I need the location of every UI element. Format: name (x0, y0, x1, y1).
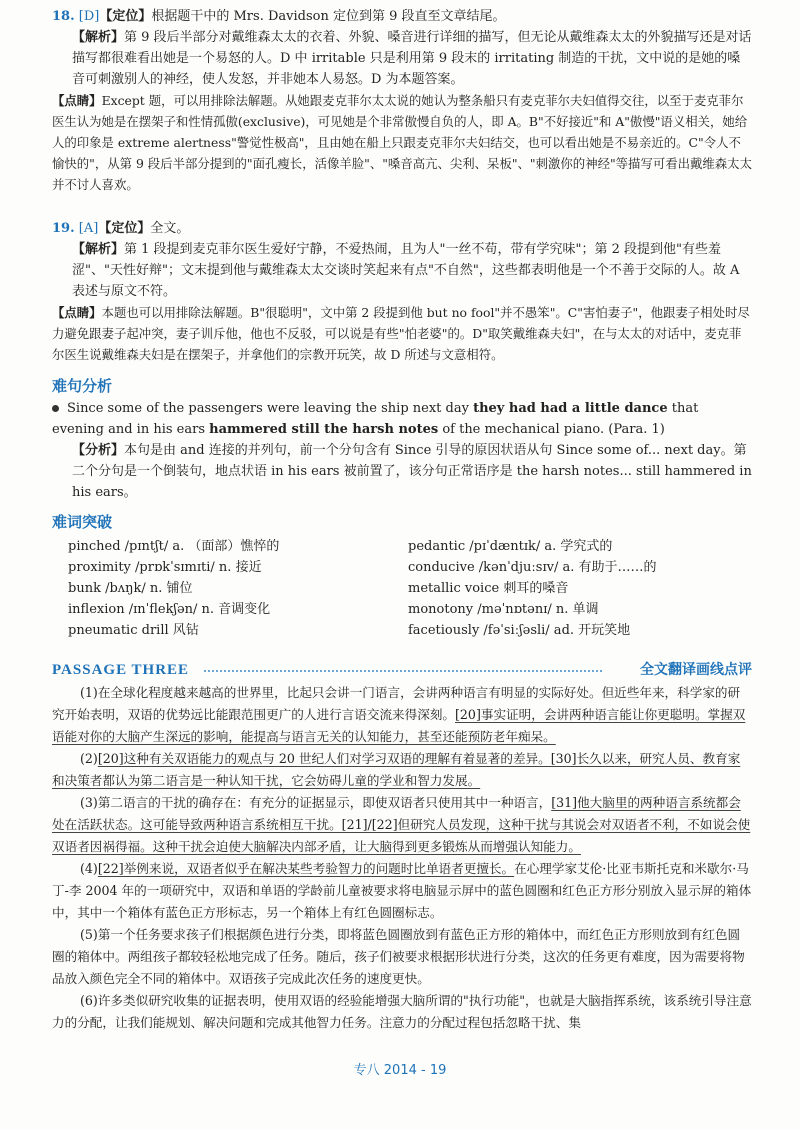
tag-analysis: 【解析】 (72, 242, 125, 257)
paragraph-4 (52, 858, 752, 924)
question-18 (52, 6, 752, 195)
vocab-item: facetiously /fəˈsiːʃəsli/ ad. 开玩笑地 (408, 623, 631, 638)
tag-locate: 【定位】 (99, 9, 152, 24)
bullet-icon (52, 405, 59, 412)
paragraph-3 (52, 792, 752, 858)
vocab-item: pinched /pɪntʃt/ a. （面部）憔悴的 (68, 539, 280, 554)
passage-subtitle: 全文翻译画线点评 (640, 662, 752, 678)
vocab-item: conducive /kənˈdjuːsɪv/ a. 有助于……的 (408, 560, 657, 575)
vocab-item: inflexion /ɪnˈflekʃən/ n. 音调变化 (68, 602, 271, 617)
divider (204, 670, 602, 672)
section-title-words: 难词突破 (52, 513, 113, 531)
locate-text: 根据题干中的 Mrs. Davidson 定位到第 9 段直至文章结尾。 (151, 9, 506, 24)
underlined-text: [20]事实证明，会讲两种语言能让你更聪明。掌握双语能对你的大脑产生深远的影响，能提高与语言无关的认知能力，甚至还能预防老年痴呆。 (52, 707, 746, 744)
paragraph-1 (52, 682, 752, 748)
paragraph-2 (52, 748, 752, 792)
answer-label: [A] (78, 221, 99, 236)
tag-note: 【点睛】 (52, 305, 102, 320)
note-text: Except 题，可以用排除法解题。从她跟麦克菲尔太太说的她认为整条船只有麦克菲尔夫妇值得交往，以至于麦克菲尔医生认为她是在摆架子和性情孤傲(exclusive)，可见她是个非常傲慢自负的人，即 A。B"不好接近"和 A"傲慢"语义相关，她给人的印象是 extreme alertness"警觉性极高"，且由她在船上只跟麦克菲尔夫妇结交，也可以看出她是不易亲近的。C"令人不愉快的"，从第 9 段后半部分提到的"面孔瘦长，活像羊脸"、"嗓音高亢、尖利、呆板"、"刺激你的神经"等描写可看出戴维森太太并不讨人喜欢。 (52, 93, 752, 192)
answer-label: [D] (78, 9, 100, 24)
locate-text: 全文。 (150, 221, 190, 236)
difficult-sentence (52, 398, 752, 503)
tag-analysis: 【分析】 (72, 443, 125, 458)
paragraph-6: (6)许多类似研究收集的证据表明，使用双语的经验能增强大脑所谓的"执行功能"，也就是大脑指挥系统，该系统引导注意力的分配，让我们能规划、解决问题和完成其他智力任务。注意力的分配过程包括忽略干扰、集 (52, 993, 752, 1030)
paragraph-text: (1)在全球化程度越来越高的世界里，比起只会讲一门语言，会讲两种语言有明显的实际好处。但近些年来，科学家的研究开始表明，双语的优势远比能跟范围更广的人进行言语交流来得深刻。 (52, 685, 741, 722)
paragraph-5: (5)第一个任务要求孩子们根据颜色进行分类，即将蓝色圆圈放到有蓝色正方形的箱体中，而红色正方形则放到有红色圆圈的箱体中。两组孩子都较轻松地完成了任务。随后，孩子们被要求根据形状进行分类，这次的任务更有难度，因为需要将物品放入颜色完全不同的箱体中。双语孩子完成此次任务的速度更快。 (52, 927, 745, 986)
sentence-part: that evening and in his ears (52, 401, 699, 437)
tag-analysis: 【解析】 (72, 30, 125, 45)
passage-body (52, 682, 752, 1034)
paragraph-text: (3)第二语言的干扰的确存在：有充分的证据显示，即使双语者只使用其中一种语言， (80, 795, 552, 810)
question-19 (52, 218, 752, 365)
vocab-item: proximity /prɒkˈsɪmɪti/ n. 接近 (68, 560, 262, 575)
paragraph-text: (4) (80, 861, 98, 876)
tag-note: 【点睛】 (52, 93, 102, 108)
underlined-text: [20]这种有关双语能力的观点与 20 世纪人们对学习双语的理解有着显著的差异。[30]长久以来，研究人员、教育家和决策者都认为第二语言是一种认知干扰，它会妨碍儿童的学业和智力发展。 (52, 751, 741, 788)
note-text: 本题也可以用排除法解题。B"很聪明"，文中第 2 段提到他 but no fool"并不愚笨"。C"害怕妻子"，他跟妻子相处时尽力避免跟妻子起冲突，妻子训斥他，他也不反驳，可以说是有些"怕老婆"的。D"取笑戴维森夫妇"，在与太太的对话中，麦克菲尔医生说戴维森夫妇是在摆架子，并拿他们的宗教开玩笑，故 D 所述与文意相符。 (52, 305, 750, 362)
sentence-bold: they had had a little dance (473, 401, 668, 416)
analysis-text: 第 9 段后半部分对戴维森太太的衣着、外貌、嗓音进行详细的描写，但无论从戴维森太太的外貌描写还是对话描写都很难看出她是一个易怒的人。D 中 irritable 只是利用第 9 段末的 irritating 制造的干扰，文中说的是她的嗓音可刺激别人的神经，使人发怒，并非她本人易怒。D 为本题答案。 (72, 30, 752, 87)
question-number: 19. (52, 221, 75, 236)
sentence-part: of the mechanical piano. (Para. 1) (438, 422, 665, 437)
tag-locate: 【定位】 (98, 221, 151, 236)
underlined-text: [31]他大脑里的两种语言系统都会处在活跃状态。这可能导致两种语言系统相互干扰。[21]/[22]但研究人员发现，这种干扰与其说会对双语者不利，不如说会使双语者因祸得福。这种干扰会迫使大脑解决内部矛盾，让大脑得到更多锻炼从而增强认知能力。 (52, 795, 751, 854)
passage-header (52, 660, 752, 680)
vocab-item: pneumatic drill 风钻 (68, 623, 199, 638)
passage-title: PASSAGE THREE (52, 662, 190, 678)
vocab-list (68, 536, 748, 641)
vocab-item: bunk /bʌŋk/ n. 铺位 (68, 581, 193, 596)
paragraph-text: (2) (80, 751, 98, 766)
sentence-bold: hammered still the harsh notes (209, 422, 439, 437)
analysis-text: 本句是由 and 连接的并列句，前一个分句含有 Since 引导的原因状语从句 Since some of... next day。第二个分句是一个倒装句，地点状语 in his ears 被前置了，该分句正常语序是 the harsh notes... still hammered in his ears。 (72, 443, 752, 500)
underlined-text: [22]举例来说，双语者似乎在解决某些考验智力的问题时比单语者更擅长。 (97, 861, 515, 876)
vocab-item: pedantic /pɪˈdæntɪk/ a. 学究式的 (408, 539, 613, 554)
vocab-item: metallic voice 刺耳的嗓音 (408, 581, 569, 596)
paragraph-text: 在心理学家艾伦·比亚韦斯托克和米歇尔·马丁-李 2004 年的一项研究中，双语和单语的学龄前儿童被要求将电脑显示屏中的蓝色圆圈和红色正方形分别放入显示屏的箱体中，其中一个箱体有蓝色正方形标志，另一个箱体上有红色圆圈标志。 (52, 861, 752, 920)
analysis-text: 第 1 段提到麦克菲尔医生爱好宁静，不爱热闹，且为人"一丝不苟，带有学究味"；第 2 段提到他"有些羞涩"、"天性好辩"；文末提到他与戴维森太太交谈时笑起来有点"不自然"，这些都表明他是一个不善于交际的人。故 A 表述与原文不符。 (72, 242, 740, 299)
sentence-part: Since some of the passengers were leaving the ship next day (67, 401, 474, 416)
page-footer: 专八 2014 - 19 (353, 1063, 447, 1078)
question-number: 18. (52, 9, 75, 24)
vocab-item: monotony /məˈnɒtənɪ/ n. 单调 (408, 602, 599, 617)
section-title-difficult: 难句分析 (52, 377, 113, 395)
